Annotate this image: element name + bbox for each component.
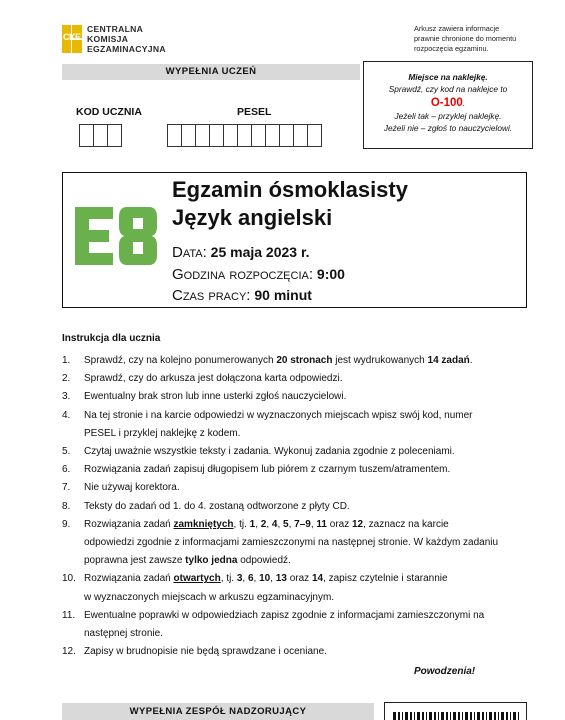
instruction-item (62, 498, 532, 516)
student-code-box[interactable] (107, 124, 122, 147)
instruction-text: , (266, 518, 272, 530)
instruction-number: 9. (62, 518, 71, 530)
instruction-text: następnej stronie. (84, 628, 163, 640)
exam-duration (172, 286, 312, 305)
exam-title: Egzamin ósmoklasisty (172, 177, 408, 202)
instruction-item (62, 643, 532, 661)
instruction-line (84, 534, 532, 552)
pesel-digit-box[interactable] (251, 124, 266, 147)
instruction-text: Ewentualny brak stron lub inne usterki zgłoś nauczycielowi. (84, 391, 347, 403)
cke-logo-text (87, 24, 166, 54)
instruction-line (84, 352, 532, 370)
instruction-item (62, 388, 532, 406)
exam-date-value: 25 maja 2023 r. (210, 244, 310, 260)
instruction-number: 5. (62, 446, 71, 458)
instruction-line (84, 552, 532, 570)
instruction-line (84, 589, 532, 607)
exam-date-label: Data: (172, 244, 207, 261)
instruction-number: 2. (62, 373, 71, 385)
exam-start-value: 9:00 (316, 266, 345, 282)
student-code-label: KOD UCZNIA (76, 106, 142, 118)
instruction-text: Rozwiązania zadań (84, 518, 174, 530)
pesel-digit-box[interactable] (307, 124, 322, 147)
instruction-text: oraz (326, 518, 352, 530)
sticker-instruction: Jeżeli tak – przyklej naklejkę. (394, 111, 502, 121)
instruction-text: 10 (259, 573, 271, 585)
student-fill-header: WYPEŁNIA UCZEŃ (62, 64, 360, 80)
barcode-icon (393, 712, 519, 720)
exam-title-box (62, 172, 527, 308)
notice-line: prawnie chronione do momentu (414, 34, 517, 43)
instruction-text: Rozwiązania zadań (84, 573, 174, 585)
pesel-digit-box[interactable] (293, 124, 308, 147)
instruction-number: 4. (62, 409, 71, 421)
instruction-line (84, 625, 532, 643)
instructions-title: Instrukcja dla ucznia (62, 333, 161, 344)
instruction-line (84, 570, 532, 588)
pesel-label: PESEL (237, 106, 272, 118)
sticker-instruction: Sprawdź, czy kod na naklejce to (388, 83, 508, 94)
instruction-text: poprawna jest zawsze (84, 555, 186, 567)
pesel-digit-box[interactable] (181, 124, 196, 147)
cke-logo (62, 24, 166, 54)
exam-duration-label: Czas pracy: (172, 287, 251, 304)
instruction-text: . (469, 355, 473, 366)
instructions-list (62, 352, 532, 661)
instruction-line (84, 370, 532, 388)
instruction-text: Nie używaj korektora. (84, 482, 180, 494)
notice-line: rozpoczęcia egzaminu. (414, 44, 489, 53)
sticker-instruction: Jeżeli nie – zgłoś to nauczycielowi. (383, 122, 513, 133)
instruction-line (84, 388, 532, 406)
instruction-line (84, 407, 532, 425)
pesel-digit-box[interactable] (223, 124, 238, 147)
instruction-text: 5 (283, 518, 289, 530)
pesel-digit-box[interactable] (237, 124, 252, 147)
sticker-code-line (364, 95, 532, 111)
instruction-text: Sprawdź, czy do arkusza jest dołączona karta odpowiedzi. (84, 373, 343, 385)
cke-logo-line: CENTRALNA (87, 24, 144, 34)
instruction-text: 7–9 (294, 518, 311, 530)
instruction-text: otwartych (173, 573, 221, 585)
cke-logo-mark (62, 25, 82, 53)
instruction-line (84, 498, 532, 516)
instruction-text: , (288, 518, 295, 530)
instruction-text: w wyznaczonych miejscach w arkuszu egzaminacyjnym. (84, 591, 335, 603)
instruction-line (84, 516, 532, 534)
exam-date (172, 243, 310, 262)
barcode-box (384, 702, 527, 720)
instruction-text: 3 (236, 573, 243, 585)
instruction-item (62, 607, 532, 643)
instruction-text: , (253, 573, 260, 585)
student-code-box[interactable] (79, 124, 94, 147)
instruction-text: , (310, 518, 317, 530)
instruction-text: 13 (275, 573, 287, 585)
cke-logo-mark-text: CKE (63, 32, 81, 42)
instruction-line (84, 443, 532, 461)
instruction-text: zamkniętych (173, 518, 234, 530)
instruction-number: 8. (62, 500, 71, 512)
instruction-number: 11. (62, 609, 76, 621)
instruction-text: , (270, 573, 276, 585)
instruction-text: , zaznacz na karcie (363, 518, 449, 530)
sticker-title: Miejsce na naklejkę. (408, 72, 488, 82)
instruction-number: 3. (62, 391, 71, 403)
supervisor-fill-header: WYPEŁNIA ZESPÓŁ NADZORUJĄCY (62, 703, 374, 720)
instruction-line (84, 643, 532, 661)
instruction-text: odpowiedź. (237, 555, 291, 567)
exam-duration-value: 90 minut (254, 287, 312, 303)
instruction-text: 12 (352, 518, 364, 530)
student-code-box[interactable] (93, 124, 108, 147)
instruction-number: 1. (62, 355, 71, 366)
instruction-text: 6 (247, 573, 254, 585)
instruction-text: jest wydrukowanych (332, 355, 428, 366)
instruction-text: , zapisz czytelnie i starannie (323, 573, 448, 585)
pesel-digit-box[interactable] (167, 124, 182, 147)
instruction-item (62, 407, 532, 443)
pesel-digit-box[interactable] (265, 124, 280, 147)
pesel-boxes[interactable] (167, 124, 321, 147)
instruction-item (62, 461, 532, 479)
instruction-text: Na tej stronie i na karcie odpowiedzi w wyznaczonych miejscach wpisz swój kod, numer (84, 409, 473, 421)
instruction-text: , (242, 573, 248, 585)
instruction-item (62, 570, 532, 606)
instruction-text: Sprawdź, czy na kolejno ponumerowanych (84, 355, 277, 366)
instruction-text: Zapisy w brudnopisie nie będą sprawdzane i oceniane. (84, 646, 327, 658)
instruction-text: , tj. (233, 518, 250, 530)
instruction-text: 20 stronach (276, 355, 333, 366)
instruction-text: Teksty do zadań od 1. do 4. zostaną odtworzone z płyty CD. (84, 500, 350, 512)
sticker-code-suffix: . (462, 98, 466, 108)
instruction-text: tylko jedna (185, 555, 238, 567)
instruction-text: , (277, 518, 284, 530)
instruction-text: oraz (286, 573, 312, 585)
instruction-number: 6. (62, 464, 71, 476)
instruction-item (62, 370, 532, 388)
instruction-text: 14 (311, 573, 324, 585)
instruction-text: 4 (271, 518, 278, 530)
e8-logo-icon (73, 205, 159, 267)
instruction-item (62, 479, 532, 497)
instruction-line (84, 461, 532, 479)
exam-subject: Język angielski (172, 205, 333, 230)
sticker-placeholder[interactable] (363, 61, 533, 149)
instruction-text: 1 (249, 518, 256, 530)
instruction-number: 7. (62, 482, 71, 494)
pesel-digit-box[interactable] (209, 124, 224, 147)
pesel-digit-box[interactable] (195, 124, 210, 147)
instruction-text: 14 zadań (427, 355, 470, 366)
instruction-text: Rozwiązania zadań zapisuj długopisem lub piórem z czarnym tuszem/atramentem. (84, 464, 451, 476)
student-code-boxes[interactable] (79, 124, 121, 147)
instruction-text: 2 (260, 518, 267, 530)
instruction-line (84, 479, 532, 497)
instruction-number: 10. (62, 573, 76, 585)
instruction-item (62, 443, 532, 461)
good-luck-text: Powodzenia! (414, 666, 476, 677)
instruction-number: 12. (62, 646, 76, 658)
instruction-text: PESEL i przyklej naklejkę z kodem. (84, 427, 241, 439)
instruction-text: , tj. (220, 573, 237, 585)
notice-line: Arkusz zawiera informacje (414, 24, 500, 33)
confidentiality-notice (414, 24, 534, 54)
instruction-item (62, 352, 532, 370)
exam-start-time (172, 265, 345, 284)
instruction-line (84, 425, 532, 443)
exam-start-label: Godzina rozpoczęcia: (172, 266, 314, 283)
instruction-line (84, 607, 532, 625)
instruction-text: , (255, 518, 261, 530)
instruction-text: odpowiedzi zgodnie z informacjami zamieszczonymi na następnej stronie. W każdym zadaniu (84, 537, 499, 549)
instruction-text: Czytaj uważnie wszystkie teksty i zadania. Wykonuj zadania zgodnie z poleceniami. (84, 446, 455, 458)
instruction-item (62, 516, 532, 571)
instruction-text: Ewentualne poprawki w odpowiedziach zapisz zgodnie z informacjami zamieszczonymi na (84, 609, 485, 621)
instruction-text: 11 (316, 518, 327, 530)
cke-logo-line: KOMISJA (87, 34, 129, 44)
sticker-code: O-100 (430, 97, 463, 109)
cke-logo-line: EGZAMINACYJNA (87, 44, 166, 54)
pesel-digit-box[interactable] (279, 124, 294, 147)
